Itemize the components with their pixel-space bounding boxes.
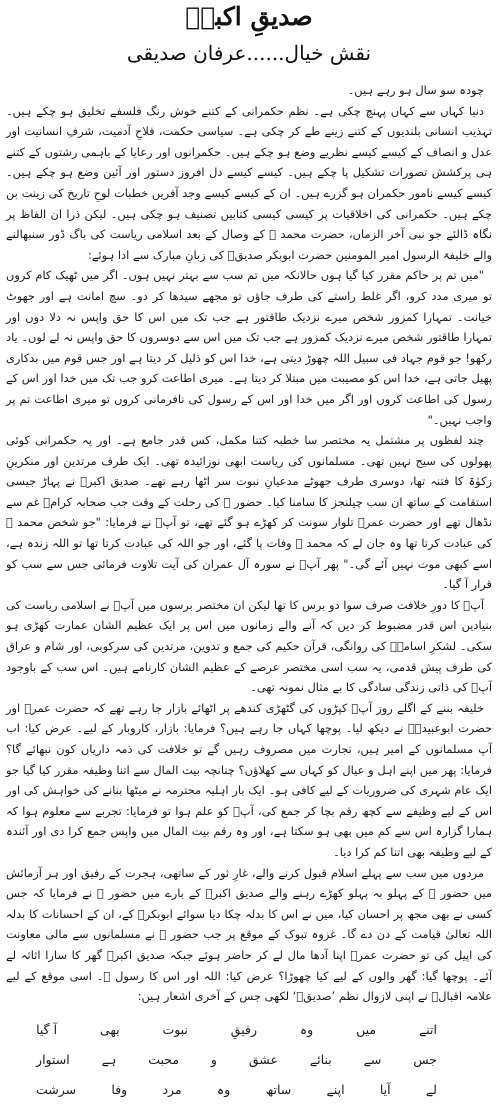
poem-line: لے آیا اپنے ساتھ وہ مرد وفا سرشت (36, 1081, 437, 1097)
article-paragraph: خلیفہ بننے کے اگلے روز آپؓ کپڑوں کی گٹھڑی کندھے پر اٹھائے بازار جا رہے تھے کہ حضرت عمرؓ اور حضرت ابوعبیدہؓ نے دیکھ لیا۔ پوچھا کہاں جا رہے ہیں؟ فرمایا: بازار، کاروبار کے لیے۔ عرض کیا: اب آپ مسلمانوں کے امیر ہیں، تجارت میں مصروف رہیں گے تو خلافت کی ذمہ داریاں کون نبھائے گا؟ فرمایا: پھر میں اپنے اہل و عیال کو کہاں سے کھلاؤں؟ چنانچہ بیت المال سے اتنا وظیفہ مقرر کیا گیا جو ایک عام شہری کی ضروریات کے لیے کافی ہو۔ ایک بار اہلیہ محترمہ نے میٹھا بنانے کی خواہش کی اور اس کے لیے وظیفے سے کچھ رقم بچا کر جمع کی، آپؓ کو علم ہوا تو فرمایا: تجربے سے معلوم ہوا کہ ہمارا گزارہ اس سے کم میں بھی ہو سکتا ہے، اور وہ رقم بیت المال میں واپس جمع کرا دی اور آئندہ کے لیے وظیفہ بھی اتنا کم کرا دیا۔ (6, 700, 492, 859)
article-paragraph: چودہ سو سال ہو رہے ہیں۔ (347, 83, 484, 97)
newspaper-column (6, 0, 492, 1097)
poem-line: اتنے میں وہ رفیقِ نبوت بھی آ گیا (36, 1021, 437, 1037)
article-paragraph: مردوں میں سب سے پہلے اسلام قبول کرنے والے، غارِ ثور کے ساتھی، ہجرت کے رفیق اور ہر آزمائش میں حضور ﷺ کے پہلو بہ پہلو کھڑے رہنے والے صدیق اکبرؓ کے بارے میں حضور ﷺ نے فرمایا کہ جس کسی نے بھی مجھ پر احسان کیا، میں نے اس کا بدلہ چکا دیا سوائے ابوبکرؓ کے، ان کے احسانات کا بدلہ اللہ تعالیٰ قیامت کے دن دے گا۔ غزوہ تبوک کے موقع پر جب حضور ﷺ نے مسلمانوں سے مالی معاونت کی اپیل کی تو حضرت عمرؓ اپنا آدھا مال لے کر حاضر ہوئے جبکہ صدیق اکبرؓ گھر کا سارا اثاثہ لے آئے۔ پوچھا گیا: گھر والوں کے لیے کیا چھوڑا؟ عرض کیا: اللہ اور اس کا رسول ﷺ۔ اسی موقع کے لیے علامہ اقبالؒ نے اپنی لازوال نظم ’صدیقؓ‘ لکھی جس کے آخری اشعار ہیں: (6, 865, 492, 1004)
poem-block (6, 1015, 492, 1105)
article-paragraph: آپؓ کا دورِ خلافت صرف سوا دو برس کا تھا لیکن ان مختصر برسوں میں آپؓ نے اسلامی ریاست کی بنیادیں اس قدر مضبوط کر دیں کہ آنے والے زمانوں میں اس پر ایک عظیم الشان عمارت کھڑی ہو سکی۔ لشکرِ اسامہؓ کی روانگی، قرآن حکیم کی جمع و تدوین، مرتدین کی سرکوبی، اور شام و عراق کی طرف پیش قدمی، یہ سب اسی مختصر عرصے کے عظیم الشان کارنامے ہیں۔ اس سب کے باوجود آپؓ کی ذاتی زندگی سادگی کا بے مثال نمونہ تھی۔ (6, 597, 492, 695)
article-headline: صدیقِ اکبرؓ (185, 2, 313, 31)
article-paragraph: دنیا کہاں سے کہاں پہنچ چکی ہے۔ نظم حکمرانی کے کتنے خوش رنگ فلسفے تخلیق ہو چکے ہیں۔ تہذیب انسانی بلندیوں کے کتنے زینے طے کر چکی ہے۔ سیاسی حکمت، فلاحِ آدمیت، شرفِ انسانیت اور عدل و انصاف کے کیسے کیسے نظریے وضع ہو چکے ہیں۔ حکمرانوں اور رعایا کے باہمی رشتوں کے کتنے ہی پرکشش تصورات تشکیل پا چکے ہیں۔ کیسے کیسے دل افروز دستور اور آئین وضع ہو چکے ہیں۔ کیسے کیسے نامور حکمران ہو گزرے ہیں۔ ان کے کیسے کیسے وجد آفریں خطبات لوحِ تاریخ کی زینت بن چکے ہیں۔ حکمرانی کی اخلاقیات پر کیسی کیسی کتابیں تصنیف ہو چکی ہیں۔ لیکن ذرا ان الفاظ پر نگاہ ڈالئے جو نبی آخر الزماں، حضرت محمد ﷺ کے وصال کے بعد اسلامی ریاست کی باگ ڈور سنبھالنے والے خلیفۃ الرسول امیر المومنین حضرت ابوبکر صدیقؓ کی زبانِ مبارک سے ادا ہوئے: (6, 103, 492, 262)
article-paragraph: چند لفظوں پر مشتمل یہ مختصر سا خطبہ کتنا مکمل، کس قدر جامع ہے۔ اور یہ حکمرانی کوئی پھولوں کی سیج نہیں تھی۔ مسلمانوں کی ریاست ابھی نوزائیدہ تھی۔ ایک طرف مرتدین اور منکرینِ زکوٰۃ کا فتنہ تھا، دوسری طرف جھوٹے مدعیانِ نبوت سر اٹھا رہے تھے۔ صدیق اکبرؓ نے پہاڑ جیسی استقامت کے ساتھ ان سب چیلنجز کا سامنا کیا۔ حضور ﷺ کی رحلت کے وقت جب صحابہ کرامؓ غم سے نڈھال تھے اور حضرت عمرؓ تلوار سونت کر کھڑے ہو گئے تھے، تو آپؓ نے فرمایا: "جو شخص محمد ﷺ کی عبادت کرتا تھا وہ جان لے کہ محمد ﷺ وفات پا گئے، اور جو اللہ کی عبادت کرتا تھا تو اللہ زندہ ہے، اسے کبھی موت نہیں آئے گی۔" پھر آپؓ نے سورہ آل عمران کی آیت تلاوت فرمائی جس سے سب کو قرار آ گیا۔ (6, 433, 492, 592)
article-paragraph: "میں تم پر حاکم مقرر کیا گیا ہوں حالانکہ میں تم سب سے بہتر نہیں ہوں۔ اگر میں ٹھیک کام کروں تو میری مدد کرو، اگر غلط راستے کی طرف جاؤں تو مجھے سیدھا کر دو۔ سچ امانت ہے اور جھوٹ خیانت۔ تمہارا کمزور شخص میرے نزدیک طاقتور ہے جب تک میں اس کا حق واپس نہ دلا دوں اور تمہارا طاقتور شخص میرے نزدیک کمزور ہے جب تک میں اس سے دوسروں کا حق واپس نہ لے لوں۔ یاد رکھو! جو قوم جہاد فی سبیل اللہ چھوڑ دیتی ہے، خدا اس کو ذلیل کر دیتا ہے اور جس قوم میں بدکاری پھیل جاتی ہے، خدا اس کو مصیبت میں مبتلا کر دیتا ہے۔ میری اطاعت کرو جب تک میں خدا اور اس کے رسول کی اطاعت کروں اور اگر میں خدا اور اس کے رسول کی نافرمانی کروں تو میری اطاعت تم پر واجب نہیں۔" (6, 268, 492, 427)
article-body (6, 80, 492, 1007)
article-byline: نقش خیال......عرفان صدیقی (126, 41, 372, 65)
poem-line: جس سے بنائے عشق و محبت ہے استوار (36, 1051, 437, 1067)
